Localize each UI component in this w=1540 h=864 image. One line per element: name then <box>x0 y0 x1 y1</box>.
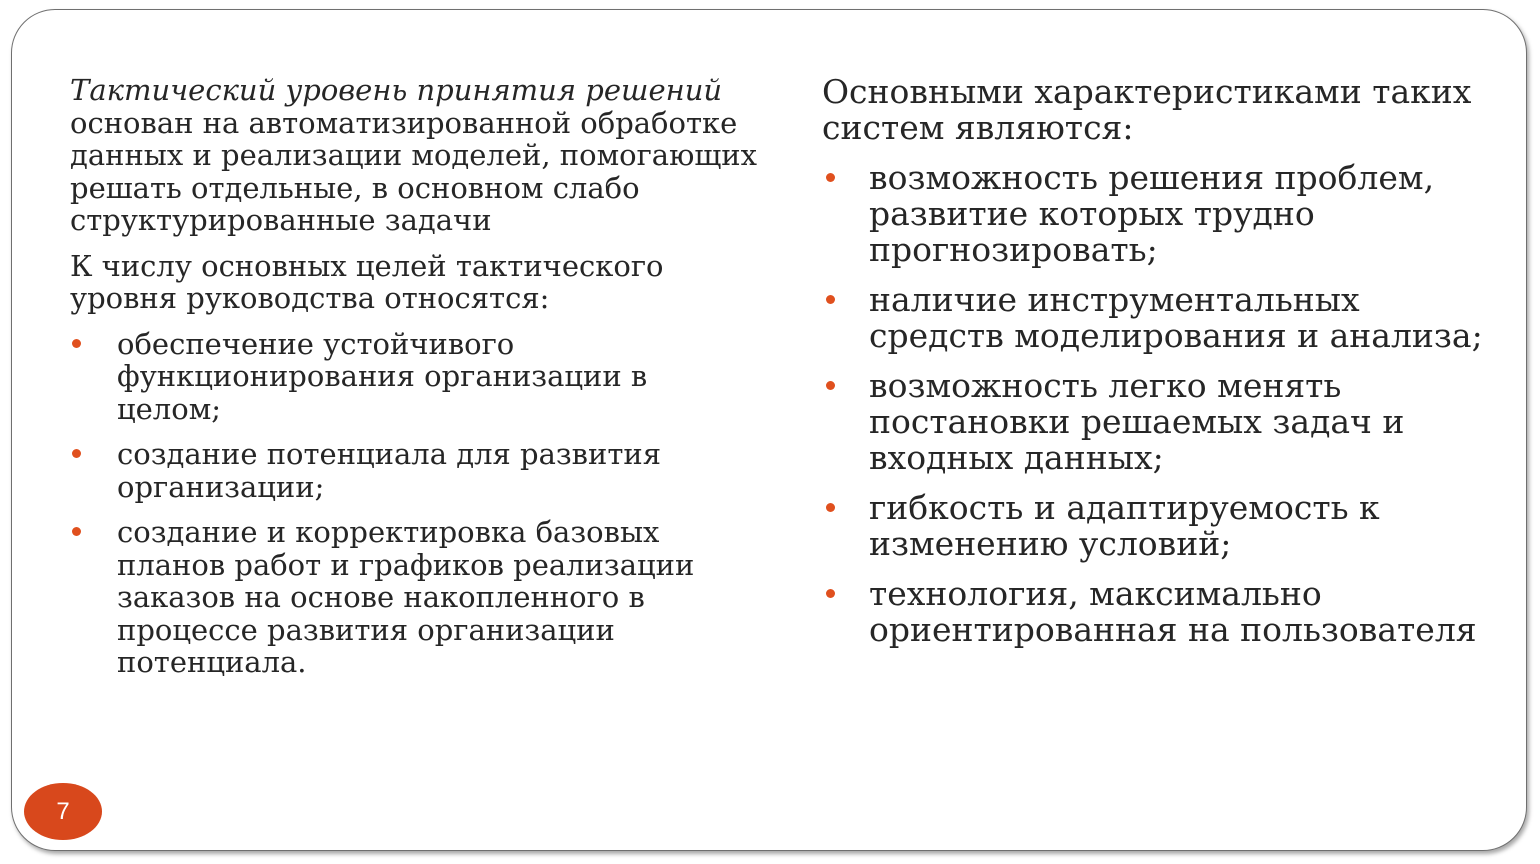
list-item-text: обеспечение устойчивого функционирования организации в целом; <box>117 326 648 426</box>
right-column <box>822 74 1502 662</box>
bullet-dot-icon <box>72 339 81 348</box>
list-item <box>822 282 1502 354</box>
list-item-text: технология, максимально ориентированная на пользователя <box>869 574 1477 649</box>
page-number-badge: 7 <box>24 783 102 840</box>
intro-italic-text: Тактический уровень принятия решений <box>70 73 723 107</box>
bullet-dot-icon <box>826 381 835 390</box>
list-item <box>70 438 760 503</box>
list-item-text: возможность решения проблем, развитие которых трудно прогнозировать; <box>869 158 1435 269</box>
list-item <box>70 328 760 426</box>
left-column <box>70 74 760 692</box>
list-item <box>822 576 1502 648</box>
list-item <box>822 490 1502 562</box>
bullet-dot-icon <box>826 503 835 512</box>
list-item-text: создание и корректировка базовых планов работ и графиков реализации заказов на основе накопленного в процессе развития организации потенциала. <box>117 515 695 679</box>
bullet-dot-icon <box>826 173 835 182</box>
bullet-dot-icon <box>72 449 81 458</box>
goals-list <box>70 328 760 679</box>
list-item <box>70 516 760 679</box>
bullet-dot-icon <box>826 295 835 304</box>
characteristics-list <box>822 160 1502 648</box>
bullet-dot-icon <box>826 589 835 598</box>
list-item-text: наличие инструментальных средств моделирования и анализа; <box>869 280 1483 355</box>
list-item <box>822 160 1502 268</box>
intro-rest-text: основан на автоматизированной обработке данных и реализации моделей, помогающих решать отдельные, в основном слабо структурированные задачи <box>70 105 757 237</box>
intro-paragraph <box>70 74 760 237</box>
list-item-text: возможность легко менять постановки решаемых задач и входных данных; <box>869 366 1405 477</box>
list-item <box>822 368 1502 476</box>
characteristics-heading: Основными характеристиками таких систем являются: <box>822 72 1472 147</box>
list-item-text: создание потенциала для развития организации; <box>117 437 662 504</box>
goals-heading: К числу основных целей тактического уровня руководства относятся: <box>70 248 664 315</box>
bullet-dot-icon <box>72 527 81 536</box>
list-item-text: гибкость и адаптируемость к изменению условий; <box>869 488 1380 563</box>
